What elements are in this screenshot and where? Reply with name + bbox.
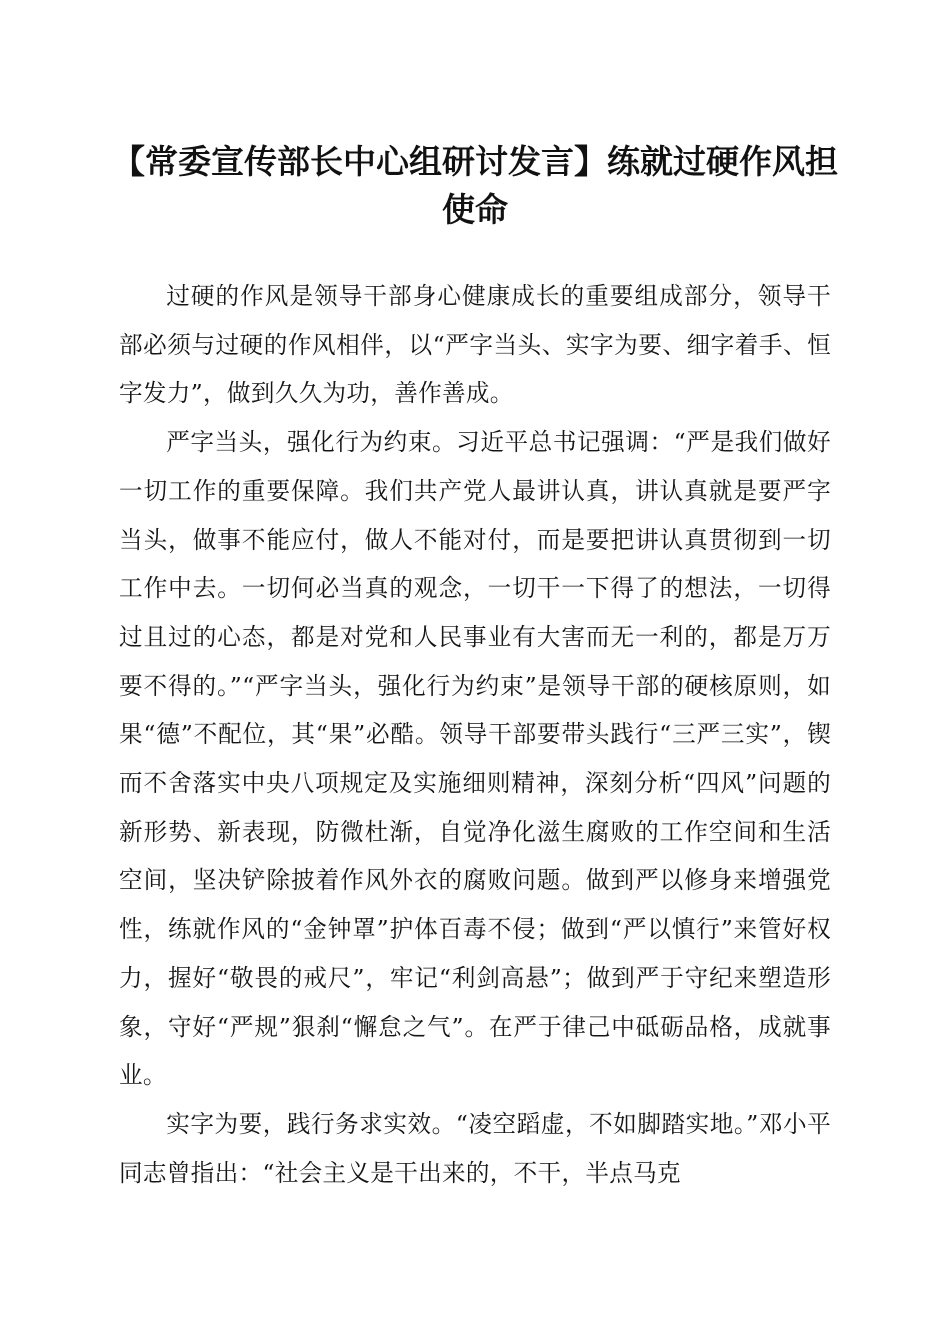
paragraph-practical: 实字为要，践行务求实效。“凌空蹈虚，不如脚踏实地。”邓小平同志曾指出：“社会主义是干出来的，不干，半点马克 [119, 1109, 831, 1187]
document-body [119, 272, 831, 1197]
paragraph-strict: 严字当头，强化行为约束。习近平总书记强调：“严是我们做好一切工作的重要保障。我们共产党人最讲认真，讲认真就是要严字当头，做事不能应付，做人不能对付，而是要把讲认真贯彻到一切工作中去。一切何必当真的观念，一切干一下得了的想法，一切得过且过的心态，都是对党和人民事业有大害而无一利的，都是万万要不得的。”“严字当头，强化行为约束”是领导干部的硬核原则，如果“德”不配位，其“果”必酷。领导干部要带头践行“三严三实”，锲而不舍落实中央八项规定及实施细则精神，深刻分析“四风”问题的新形势、新表现，防微杜渐，自觉净化滋生腐败的工作空间和生活空间，坚决铲除披着作风外衣的腐败问题。做到严以修身来增强党性，练就作风的“金钟罩”护体百毒不侵；做到“严以慎行”来管好权力，握好“敬畏的戒尺”，牢记“利剑高悬”；做到严于守纪来塑造形象，守好“严规”狠刹“懈怠之气”。在严于律己中砥砺品格，成就事业。 [119, 428, 831, 1090]
document-title: 【常委宣传部长中心组研讨发言】练就过硬作风担使命 [112, 142, 838, 229]
paragraph-intro: 过硬的作风是领导干部身心健康成长的重要组成部分，领导干部必须与过硬的作风相伴，以“严字当头、实字为要、细字着手、恒字发力”，做到久久为功，善作善成。 [119, 282, 831, 408]
